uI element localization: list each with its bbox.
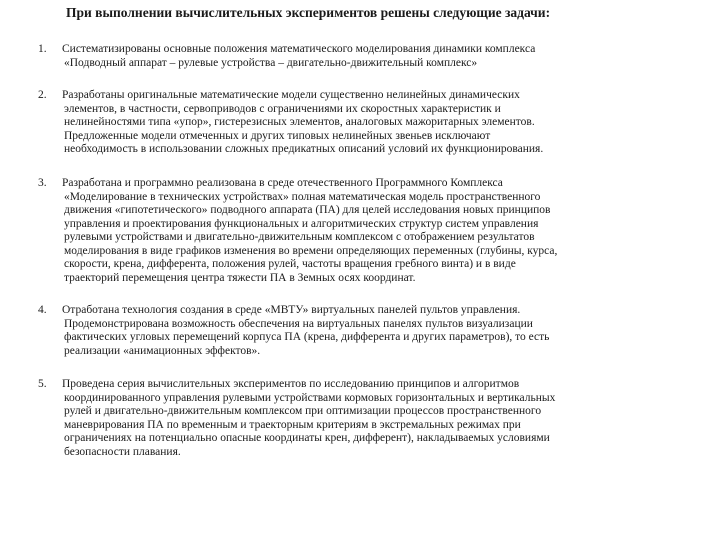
list-item-text-line: элементов, в частности, сервоприводов с ограничениями их скоростных характеристик и xyxy=(64,102,501,115)
list-item-text-line: маневрирования ПА по временным и траекторным критериям в экстремальных режимах при xyxy=(64,418,521,431)
list-item-number: 4. xyxy=(38,304,47,316)
list-item-number: 1. xyxy=(38,43,47,55)
list-item-text-line: Систематизированы основные положения математического моделирования динамики комплекса xyxy=(62,43,536,55)
list-item-text-line: ограничениях на потенциально опасные координаты крен, дифферент), накладываемых условиями xyxy=(64,432,550,444)
list-item-text-line: Разработаны оригинальные математические модели существенно нелинейных динамических xyxy=(62,89,520,101)
list-item-5 xyxy=(38,378,678,459)
list-item-text-line: необходимость в использовании сложных предикатных описаний условий их функционирования. xyxy=(64,143,544,155)
list-item-text-line: Предложенные модели отмеченных и других типовых нелинейных звеньев исключают xyxy=(64,129,491,142)
list-item-text-line: рулей и двигательно-движительным комплексом при оптимизации процессов пространственного xyxy=(64,405,542,417)
list-item-number: 2. xyxy=(38,89,47,101)
list-item-text-line: нелинейностями типа «упор», гистерезисных элементов, аналоговых мажоритарных элементов. xyxy=(64,116,535,128)
list-item-text-line: координированного управления рулевыми устройствами кормовых горизонтальных и вертикальных xyxy=(64,391,556,404)
list-item-text-line: безопасности плавания. xyxy=(64,445,181,458)
list-item-text-line: фактических угловых перемещений корпуса ПА (крена, дифферента и других параметров), то есть xyxy=(64,331,550,343)
list-item-text-line: реализации «анимационных эффектов». xyxy=(64,344,261,357)
list-item-number: 5. xyxy=(38,378,47,390)
list-item-text-line: Отработана технология создания в среде «МВТУ» виртуальных панелей пультов управления. xyxy=(62,304,521,316)
list-item-text-line: скорости, крена, дифферента, положения рулей, частоты вращения гребного винта) и в виде xyxy=(64,258,516,270)
list-item-text-line: моделирования в виде графиков изменения во времени определяющих переменных (глубины, курса, xyxy=(64,244,558,257)
list-item-text-line: движения «гипотетического» подводного аппарата (ПА) для целей исследования новых принципов xyxy=(64,204,551,216)
list-item-text-line: управления и проектирования функциональных и алгоритмических структур систем управления xyxy=(64,217,539,230)
list-item-1 xyxy=(38,43,678,70)
list-item-3 xyxy=(38,177,678,285)
list-item-text-line: Разработана и программно реализована в среде отечественного Программного Комплекса xyxy=(62,177,503,189)
list-item-number: 3. xyxy=(38,177,47,189)
list-item-text-line: Проведена серия вычислительных экспериментов по исследованию принципов и алгоритмов xyxy=(62,378,520,390)
list-item-text-line: Продемонстрирована возможность обеспечения на виртуальных панелях пультов визуализации xyxy=(64,317,533,330)
list-item-text-line: рулевыми устройствами и двигательно-движительным комплексом с отображением результатов xyxy=(64,231,535,243)
list-item-text-line: «Моделирование в технических устройствах» полная математическая модель пространственного xyxy=(64,190,541,203)
list-item-2 xyxy=(38,89,678,157)
list-item-text-line: траекторий перемещения центра тяжести ПА в Земных осях координат. xyxy=(64,271,416,284)
page-title: При выполнении вычислительных экспериментов решены следующие задачи: xyxy=(66,5,551,20)
list-item-4 xyxy=(38,304,678,358)
list-item-text-line: «Подводный аппарат – рулевые устройства – двигательно-движительный комплекс» xyxy=(64,56,478,69)
